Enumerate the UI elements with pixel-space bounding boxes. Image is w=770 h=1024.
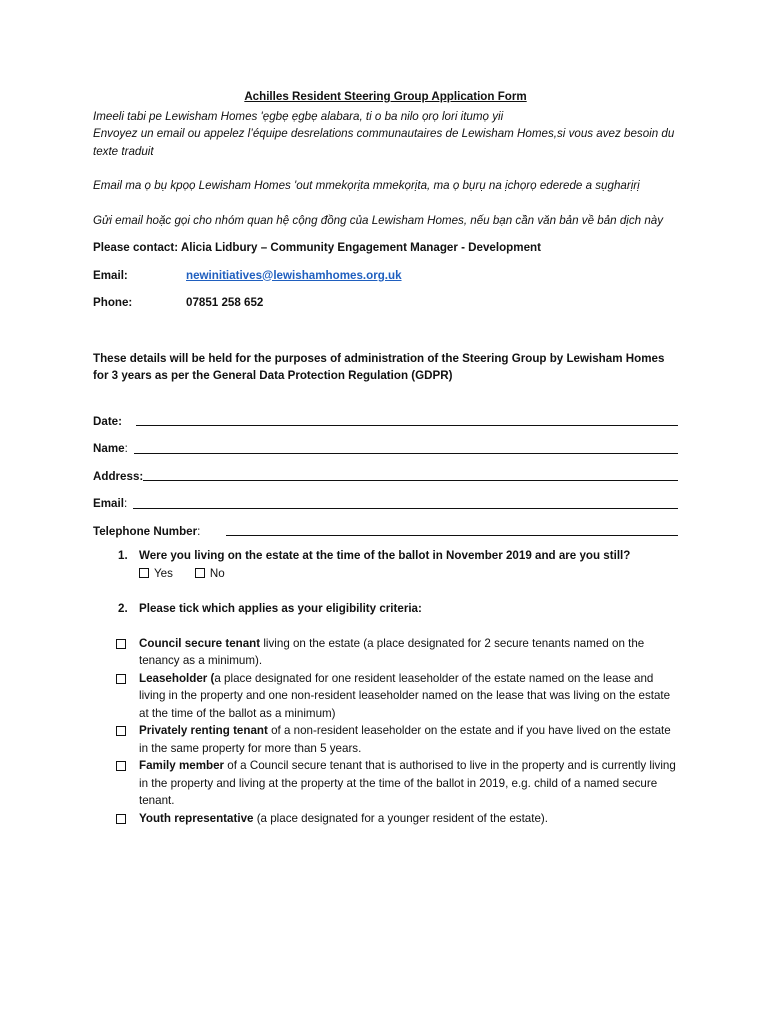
criterion-youth-rep: Youth representative (a place designated for a younger resident of the estate).	[93, 810, 678, 828]
no-checkbox[interactable]	[195, 568, 205, 578]
youth-rep-checkbox[interactable]	[116, 814, 126, 824]
question-2-number: 2.	[118, 602, 128, 615]
criterion-leaseholder: Leaseholder (a place designated for one resident leaseholder of the estate named on the lease and living in the property and one non-resident leaseholder named on the lease that was living on the estate at the time of the ballot as a minimum)	[93, 670, 678, 723]
translation-yoruba: Imeeli tabi pe Lewisham Homes 'ẹgbẹ ẹgbẹ alabara, ti o ba nilo ọrọ lori itumọ yii	[93, 109, 504, 123]
email-label: Email:	[93, 268, 128, 282]
address-label: Address:	[93, 469, 144, 483]
no-option[interactable]: No	[195, 565, 225, 583]
question-1-number: 1.	[118, 549, 128, 562]
name-field[interactable]	[93, 430, 678, 458]
email-link[interactable]: newinitiatives@lewishamhomes.org.uk	[186, 268, 402, 282]
form-title: Achilles Resident Steering Group Application Form	[244, 90, 527, 103]
contact-phone-row	[93, 294, 678, 312]
name-label: Name:	[93, 442, 128, 455]
question-2-text: Please tick which applies as your eligibility criteria:	[139, 602, 422, 615]
translation-french: Envoyez un email ou appelez l’équipe desrelations communautaires de Lewisham Homes,si vous avez besoin du texte traduit	[93, 127, 675, 158]
email-line[interactable]	[133, 508, 678, 509]
email-field[interactable]	[93, 485, 678, 513]
phone-number: 07851 258 652	[186, 296, 264, 309]
council-tenant-checkbox[interactable]	[116, 639, 126, 649]
translation-vietnamese: Gửi email hoặc gọi cho nhóm quan hệ cộng đồng của Lewisham Homes, nếu bạn cần văn bản về bản dịch này	[93, 213, 664, 227]
yes-option[interactable]: Yes	[139, 565, 173, 583]
telephone-field[interactable]	[93, 513, 678, 541]
question-1-text: Were you living on the estate at the time of the ballot in November 2019 and are you still?	[139, 549, 631, 562]
date-field[interactable]	[93, 403, 678, 431]
question-1	[93, 547, 678, 565]
address-field[interactable]	[93, 458, 678, 486]
family-member-checkbox[interactable]	[116, 761, 126, 771]
name-line[interactable]	[134, 453, 678, 454]
gdpr-notice: These details will be held for the purposes of administration of the Steering Group by Lewisham Homes for 3 years as per the General Data Protection Regulation (GDPR)	[93, 351, 665, 382]
private-tenant-checkbox[interactable]	[116, 726, 126, 736]
translation-igbo: Email ma ọ bụ kpọọ Lewisham Homes 'out mmekọrịta mmekọrịta, ma ọ bụrụ na ịchọrọ ederede a sụgharịrị	[93, 179, 640, 192]
telephone-label: Telephone Number:	[93, 524, 201, 538]
email-field-label: Email:	[93, 497, 128, 510]
contact-email-row	[93, 267, 678, 285]
yes-checkbox[interactable]	[139, 568, 149, 578]
criterion-private-tenant: Privately renting tenant of a non-resident leaseholder on the estate and if you have lived on the estate in the same property for more than 5 years.	[93, 722, 678, 757]
address-line[interactable]	[143, 480, 678, 481]
criterion-council-tenant: Council secure tenant living on the estate (a place designated for 2 secure tenants named on the tenancy as a minimum).	[93, 635, 678, 670]
application-form-page	[93, 88, 678, 827]
leaseholder-checkbox[interactable]	[116, 674, 126, 684]
question-2	[93, 600, 678, 618]
question-1-options	[93, 565, 678, 583]
date-line[interactable]	[136, 425, 678, 426]
telephone-line[interactable]	[226, 535, 678, 536]
contact-line: Please contact: Alicia Lidbury – Community Engagement Manager - Development	[93, 241, 541, 254]
phone-label: Phone:	[93, 296, 133, 309]
date-label: Date:	[93, 414, 122, 428]
criterion-family-member: Family member of a Council secure tenant that is authorised to live in the property and is currently living in the property and living at the property at the time of the ballot in 2019, e.g. child of a named secure tenant.	[93, 757, 678, 810]
